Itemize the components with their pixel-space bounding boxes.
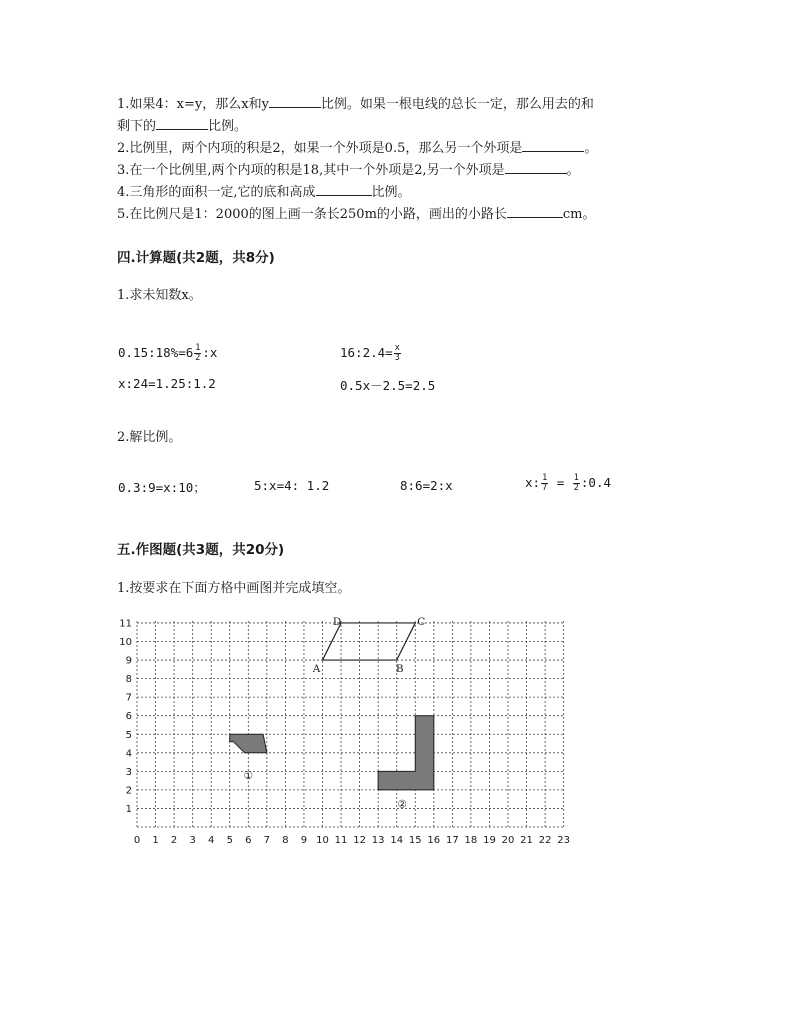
q2-text-a: 2.比例里，两个内项的积是2，如果一个外项是0.5，那么另一个外项是: [117, 141, 523, 156]
question-3-3: [117, 159, 580, 181]
x-tick-label: 8: [282, 835, 289, 846]
equation-1: [118, 344, 217, 363]
fraction-denominator: 3: [394, 353, 400, 363]
x-tick-label: 7: [263, 835, 271, 846]
fraction-denominator: 2: [573, 483, 579, 493]
fraction: [194, 344, 201, 363]
x-tick-label: 13: [371, 835, 385, 846]
section-4-heading: 四.计算题(共2题，共8分): [117, 250, 275, 266]
q4-text-b: 比例。: [371, 185, 411, 200]
x-tick-label: 21: [520, 835, 533, 846]
x-tick-label: 20: [501, 835, 515, 846]
q5-text-b: cm。: [562, 207, 596, 222]
section-5-heading: 五.作图题(共3题，共20分): [117, 542, 285, 558]
question-3-2: [117, 137, 597, 159]
answer-blank[interactable]: [505, 159, 567, 174]
vertex-label-a: A: [312, 663, 321, 676]
y-tick-label: 3: [125, 766, 132, 778]
x-tick-label: 11: [334, 835, 348, 846]
proportion-2: 5:x=4: 1.2: [254, 478, 330, 493]
x-tick-label: 6: [245, 835, 252, 846]
answer-blank[interactable]: [316, 181, 372, 196]
x-tick-label: 10: [316, 835, 329, 846]
q4-text-a: 4.三角形的面积一定,它的底和高成: [117, 185, 316, 200]
y-tick-label: 5: [125, 729, 132, 741]
x-tick-label: 12: [353, 835, 366, 846]
x-tick-label: 15: [408, 835, 422, 846]
proportion-3: 8:6=2:x: [400, 478, 453, 493]
x-tick-label: 18: [464, 835, 478, 846]
q1-text-b: 比例。如果一根电线的总长一定，那么用去的和: [320, 97, 594, 112]
vertex-label-b: B: [395, 663, 404, 676]
q3-text-b: 。: [566, 163, 580, 178]
shape-1: [230, 734, 267, 753]
equation-2: [340, 344, 402, 363]
q1-text-d: 比例。: [208, 119, 248, 134]
fraction-denominator: 7: [542, 483, 548, 493]
y-tick-label: 7: [125, 692, 132, 704]
x-tick-label: 3: [189, 835, 196, 846]
eq1-right: :x: [202, 345, 218, 360]
x-tick-label: 16: [427, 835, 441, 846]
y-tick-label: 10: [119, 637, 132, 648]
section-4-q2-title: 2.解比例。: [117, 430, 182, 445]
section-4-q1-title: 1.求未知数x。: [117, 288, 202, 303]
x-tick-label: 23: [557, 835, 571, 846]
fraction-numerator: x: [394, 343, 400, 353]
eq1-left: 0.15:18%=6: [118, 345, 194, 360]
vertex-label-c: C: [417, 615, 426, 628]
x-tick-label: 5: [226, 835, 233, 846]
fraction-denominator: 2: [195, 353, 201, 363]
answer-blank[interactable]: [522, 137, 584, 152]
x-tick-label: 2: [170, 835, 178, 846]
y-tick-label: 6: [125, 711, 132, 723]
proportion-4: [525, 474, 611, 493]
prop4-right: :0.4: [580, 475, 611, 490]
section-5-q1-title: 1.按要求在下面方格中画图并完成填空。: [117, 581, 351, 596]
shape-2-label: ②: [397, 798, 407, 811]
prop4-left: x:: [525, 475, 541, 490]
y-tick-label: 9: [125, 655, 132, 667]
x-tick-label: 9: [300, 835, 308, 846]
y-tick-label: 1: [125, 803, 132, 815]
answer-blank[interactable]: [156, 115, 208, 130]
x-tick-label: 22: [538, 835, 552, 846]
fraction: [541, 474, 548, 493]
fraction-numerator: 1: [542, 473, 548, 483]
equation-4: 0.5x－2.5=2.5: [340, 378, 436, 393]
x-tick-label: 1: [152, 835, 159, 846]
fraction-numerator: 1: [573, 473, 579, 483]
question-3-1-line2: [117, 115, 247, 137]
x-tick-label: 4: [208, 835, 215, 846]
grid-shapes: [230, 616, 434, 811]
fraction-numerator: 1: [195, 343, 201, 353]
q5-text-a: 5.在比例尺是1：2000的图上画一条长250m的小路，画出的小路长: [117, 207, 507, 222]
question-3-4: [117, 181, 411, 203]
question-3-1-line1: [117, 93, 594, 115]
x-tick-label: 17: [445, 835, 459, 846]
q1-text-c: 剩下的: [117, 119, 157, 134]
fraction: [394, 344, 401, 363]
prop4-equals: =: [549, 475, 572, 490]
x-tick-label: 14: [390, 835, 404, 846]
coordinate-grid[interactable]: [115, 615, 575, 855]
proportion-1: 0.3:9=x:10；: [118, 480, 206, 495]
question-3-5: [117, 203, 596, 225]
shape-1-label: ①: [243, 769, 254, 782]
q2-text-b: 。: [584, 141, 598, 156]
vertex-label-d: D: [332, 615, 342, 628]
answer-blank[interactable]: [507, 203, 563, 218]
x-tick-label: 19: [483, 835, 496, 846]
answer-blank[interactable]: [269, 93, 321, 108]
grid-lines: [137, 619, 564, 827]
y-tick-label: 2: [125, 785, 132, 797]
axis-labels: [119, 615, 571, 846]
q1-text-a: 1.如果4：x=y，那么x和y: [117, 97, 269, 112]
y-tick-label: 11: [119, 618, 132, 630]
equation-3: x:24=1.25:1.2: [118, 376, 216, 391]
fraction: [573, 474, 580, 493]
eq2-left: 16:2.4=: [340, 345, 393, 360]
x-tick-label: 0: [133, 835, 141, 846]
q3-text-a: 3.在一个比例里,两个内项的积是18,其中一个外项是2,另一个外项是: [117, 163, 505, 178]
y-tick-label: 8: [125, 674, 132, 686]
y-tick-label: 4: [125, 748, 132, 760]
